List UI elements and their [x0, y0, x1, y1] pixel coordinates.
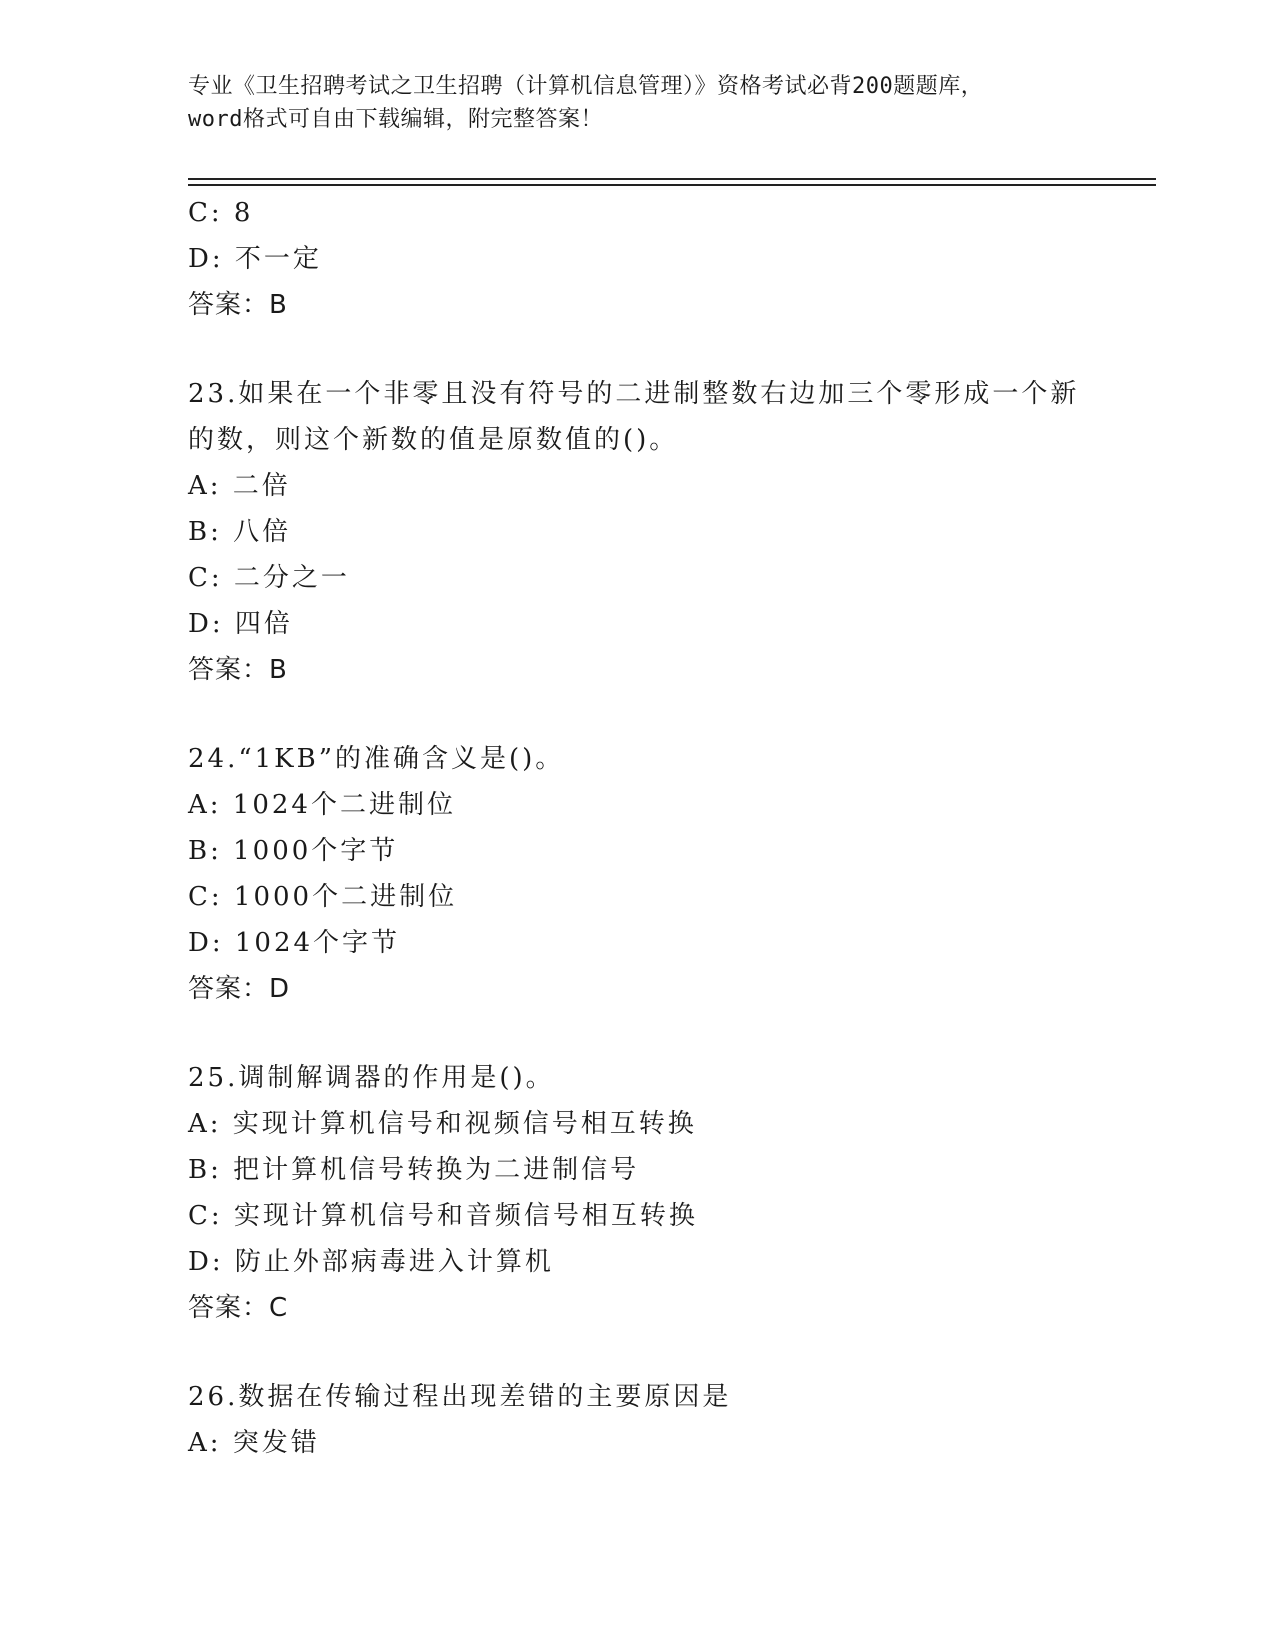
header-line-2: word格式可自由下载编辑，附完整答案！ — [188, 107, 603, 132]
option-a: A: 1024个二进制位 — [188, 790, 456, 820]
question-24 — [188, 736, 1088, 1012]
option-b: B: 1000个字节 — [188, 836, 399, 866]
option-b: B: 把计算机信号转换为二进制信号 — [188, 1155, 640, 1185]
question-26 — [188, 1374, 1088, 1466]
option-b: B: 八倍 — [188, 517, 292, 547]
option-d: D: 四倍 — [188, 609, 293, 639]
answer-line: 答案：C — [188, 1293, 289, 1323]
document-header — [188, 70, 1088, 136]
option-c: C: 二分之一 — [188, 563, 350, 593]
question-text: 26.数据在传输过程出现差错的主要原因是 — [188, 1382, 732, 1412]
option-a: A: 突发错 — [188, 1428, 320, 1458]
question-23 — [188, 371, 1088, 693]
question-text: 25.调制解调器的作用是()。 — [188, 1063, 555, 1093]
question-25 — [188, 1055, 1088, 1331]
header-divider-top — [188, 178, 1156, 180]
answer-line: 答案：B — [188, 290, 288, 320]
header-divider-bottom — [188, 184, 1156, 186]
option-a: A: 实现计算机信号和视频信号相互转换 — [188, 1109, 697, 1139]
option-c: C: 1000个二进制位 — [188, 882, 458, 912]
answer-line: 答案：D — [188, 974, 291, 1004]
option-c: C: 8 — [188, 198, 254, 228]
question-text-line-2: 的数，则这个新数的值是原数值的()。 — [188, 425, 679, 455]
option-d: D: 不一定 — [188, 244, 322, 274]
option-d: D: 1024个字节 — [188, 928, 401, 958]
option-d: D: 防止外部病毒进入计算机 — [188, 1247, 554, 1277]
header-line-1: 专业《卫生招聘考试之卫生招聘（计算机信息管理）》资格考试必背200题题库， — [188, 74, 984, 99]
question-text-line-1: 23.如果在一个非零且没有符号的二进制整数右边加三个零形成一个新 — [188, 379, 1080, 409]
question-text: 24.“1KB”的准确含义是()。 — [188, 744, 565, 774]
question-fragment — [188, 190, 1088, 328]
question-list — [188, 190, 1088, 1466]
option-c: C: 实现计算机信号和音频信号相互转换 — [188, 1201, 698, 1231]
answer-line: 答案：B — [188, 655, 288, 685]
option-a: A: 二倍 — [188, 471, 291, 501]
